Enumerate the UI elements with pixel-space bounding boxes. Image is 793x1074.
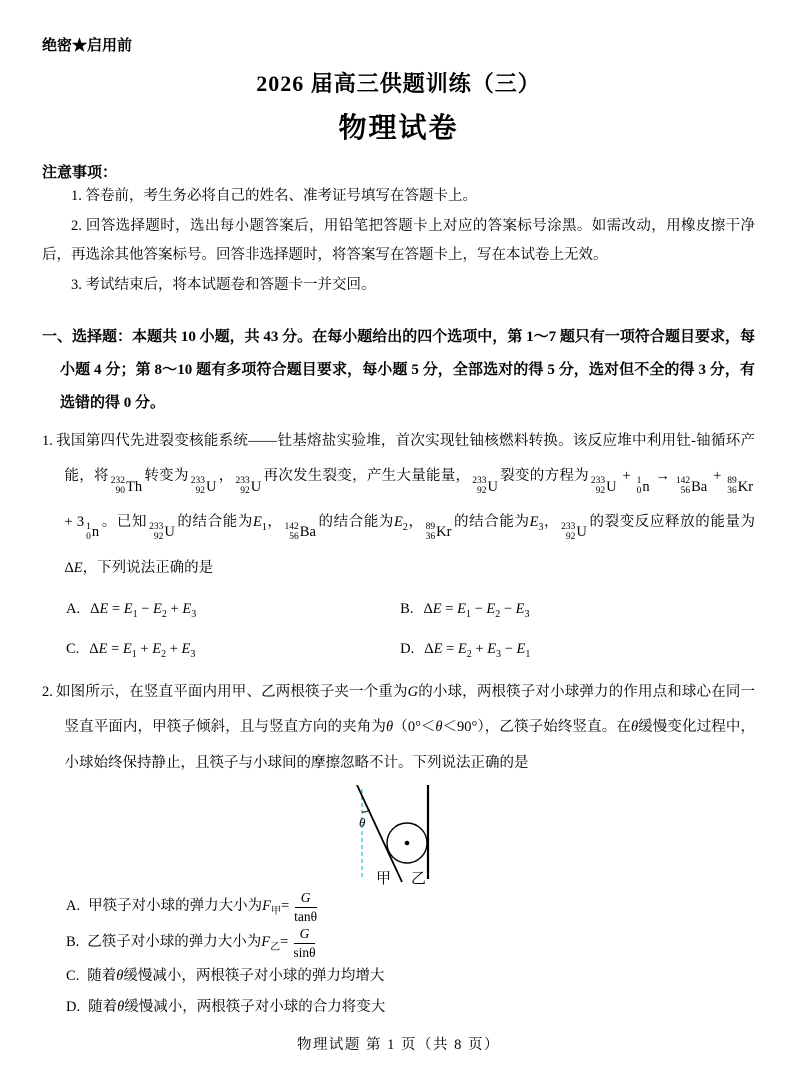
question-1-number: 1. xyxy=(42,432,53,449)
question-2-option-a xyxy=(42,889,755,925)
page-title: 2026 届高三供题训练（三） xyxy=(256,71,541,96)
question-1-option-c xyxy=(66,630,400,669)
option-c-text: 随着 θ 缓慢减小，两根筷子对小球的弹力均增大 xyxy=(87,968,385,985)
option-b-label: B. xyxy=(66,934,80,951)
question-1-options xyxy=(42,590,755,668)
notice-heading: 注意事项： xyxy=(42,165,118,181)
question-2-option-c xyxy=(42,961,755,992)
option-a-formula: $\Delta E = E_1 - E_2 + E_3$ xyxy=(90,601,197,621)
theta-label: θ xyxy=(358,815,365,831)
yi-label: 乙 xyxy=(410,871,426,888)
page-footer: 物理试题 第 1 页（共 8 页） xyxy=(296,1037,501,1054)
option-d-formula: $\Delta E = E_2 + E_3 - E_1$ xyxy=(424,640,531,660)
chopstick-jia-line xyxy=(357,785,402,882)
question-1-stem xyxy=(42,424,755,587)
question-2 xyxy=(42,671,755,1024)
chopsticks-ball-diagram xyxy=(340,785,458,887)
question-2-number: 2. xyxy=(42,683,53,700)
question-1-option-d xyxy=(400,630,755,669)
option-b-formula: $\Delta E = E_1 - E_2 - E_3$ xyxy=(423,601,530,621)
question-2-text: 如图所示，在竖直平面内用甲、乙两根筷子夹一个重为G的小球，两根筷子对小球弹力的作用点和球心在同一竖直平面内，甲筷子倾斜，且与竖直方向的夹角为θ（0°＜θ＜90°），乙筷子始终竖直。在θ缓慢变化过程中，小球始终保持静止，且筷子与小球间的摩擦忽略不计。下列说法正确的是 xyxy=(55,683,755,771)
question-2-figure xyxy=(42,785,755,887)
classification-label: 绝密★启用前 xyxy=(42,38,133,54)
option-c-label: C. xyxy=(66,968,80,985)
question-1-option-b xyxy=(400,590,755,629)
option-b-label: B. xyxy=(400,601,414,618)
question-2-stem xyxy=(42,675,755,782)
section-header: 一、选择题：本题共 10 小题，共 43 分。在每小题给出的四个选项中，第 1～7 题只有一项符合题目要求，每小题 4 分；第 8～10 题有多项符合题目要求，每小题 5 分，全部选对的得 5 分，选对但不全的得 3 分，有选错的得 0 分。 xyxy=(42,328,755,411)
option-a-label: A. xyxy=(66,898,81,915)
jia-label: 甲 xyxy=(375,871,391,888)
option-a-text: 甲筷子对小球的弹力大小为 $F_甲$ = $\frac{G}{\tan\theta}$ xyxy=(88,890,318,924)
option-d-text: 随着 θ 缓慢减小，两根筷子对小球的合力将变大 xyxy=(88,999,386,1016)
notice-item-1: 1. 答卷前，考生务必将自己的姓名、准考证号填写在答题卡上。 xyxy=(71,188,477,204)
option-c-formula: $\Delta E = E_1 + E_2 + E_3$ xyxy=(89,640,196,660)
option-d-label: D. xyxy=(66,999,81,1016)
subject-title: 物理试卷 xyxy=(338,113,459,144)
question-1-option-a xyxy=(66,590,400,629)
option-c-label: C. xyxy=(66,640,80,657)
question-1-text: 我国第四代先进裂变核能系统——钍基熔盐实验堆，首次实现钍铀核燃料转换。该反应堆中利用钍-铀循环产能，将 232 90 Th 转变为 233 92 U ， 233 92 U 再次发生裂变，产生大量能量， 233 92 U 裂变的方程为 233 92 U + 1 0 n → 142 56 Ba + 89 36 Kr + 3 1 0 n 。已知 233 92 U 的结合能为$E_1$， 142 56 Ba 的结合能为$E_2$， 89 36 Kr 的结合能为$E_3$， 233 92 U 的裂变反应释放的能量为ΔE，下列说法正确的是 xyxy=(55,432,756,576)
question-1 xyxy=(42,420,755,671)
notice-item-3: 3. 考试结束后，将本试题卷和答题卡一并交回。 xyxy=(71,277,376,294)
notice-item-2: 2. 回答选择题时，选出每小题答案后，用铅笔把答题卡上对应的答案标号涂黑。如需改动，用橡皮擦干净后，再选涂其他答案标号。回答非选择题时，将答案写在答题卡上，写在本试卷上无效。 xyxy=(42,217,755,264)
question-2-option-b xyxy=(42,925,755,961)
option-d-label: D. xyxy=(400,640,415,657)
option-a-label: A. xyxy=(66,601,81,618)
ball-center-dot xyxy=(404,841,409,846)
question-2-option-d xyxy=(42,992,755,1023)
question-2-options xyxy=(42,889,755,1023)
option-b-text: 乙筷子对小球的弹力大小为 $F_乙$ = $\frac{G}{\sin\theta}$ xyxy=(87,926,316,960)
